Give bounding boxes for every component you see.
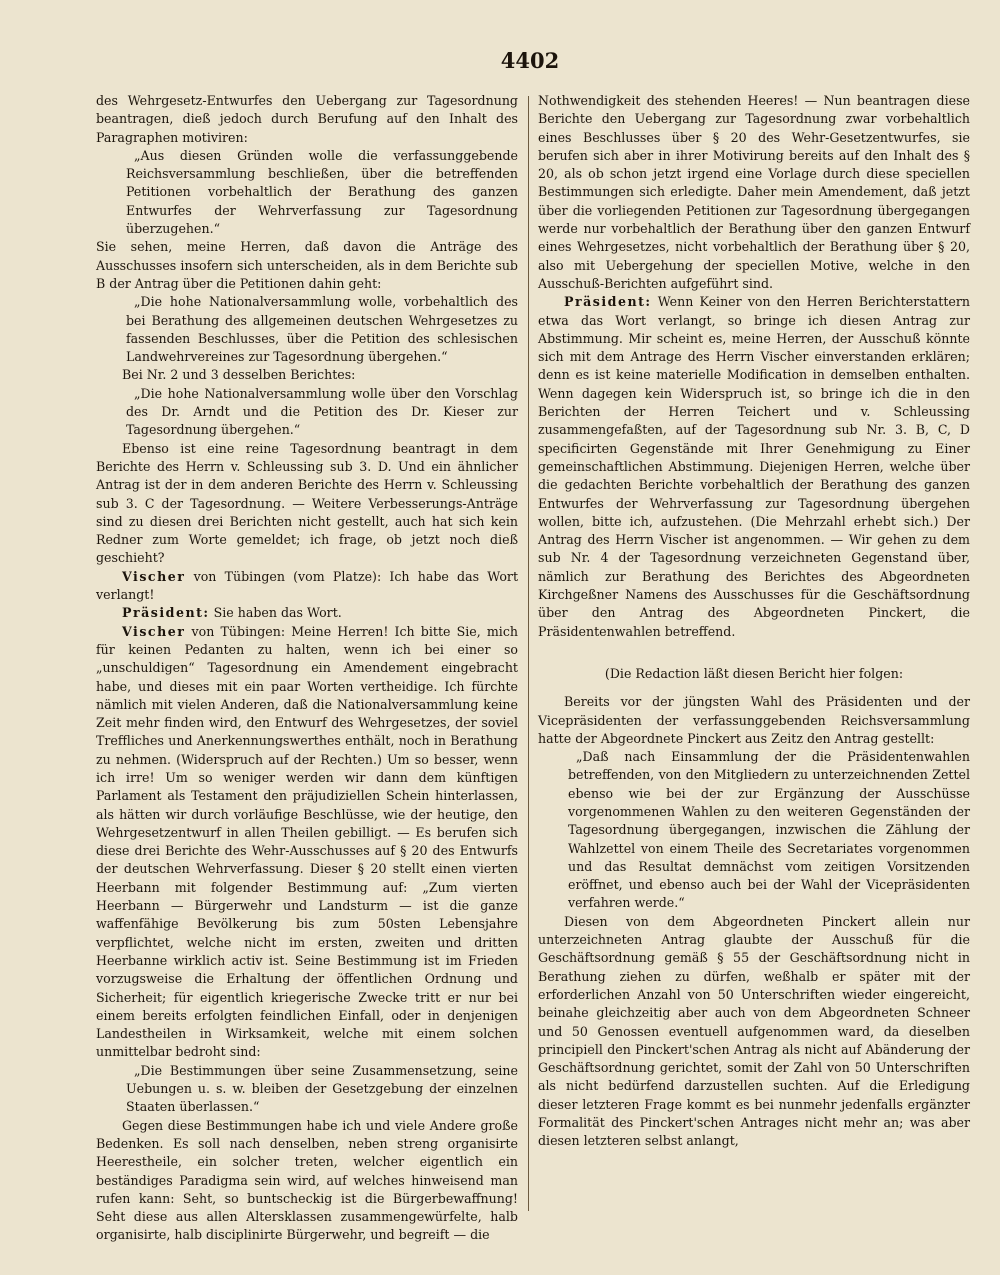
speech-text: von Tübingen: Meine Herren! Ich bitte Sie, mich für keinen Pedanten zu halten, wenn ich bei einer so „unschuldigen“ Tagesordnung ein Amendement eingebracht habe, und dieses mit ein paar Worten vertheidige. Ich fürchte nämlich mit vielen Anderen, daß die Nationalversammlung keine Zeit mehr finden wird, den Entwurf des Wehrgesetzes, der soviel Treffliches und Anerkennungswerthes enthält, noch in Berathung zu nehmen. (Widerspruch auf der Rechten.) Um so besser, wenn ich irre! Um so weniger werden wir dann dem künftigen Parlament als Testament den präjudiziellen Schein hinterlassen, als hätten wir durch vorläufige Beschlüsse, wie der heutige, den Wehrgesetzentwurf in allen Theilen gebilligt. — Es berufen sich diese drei Berichte des Wehr-Ausschusses auf § 20 des Entwurfs der deutschen Wehrverfassung. Dieser § 20 stellt einen vierten Heerbann mit folgender Bestimmung auf: „Zum vierten Heerbann — Bürgerwehr und Landsturm — ist die ganze waffenfähige Bevölkerung bis zum 50sten Lebensjahre verpflichtet, welche nicht im ersten, zweiten und dritten Heerbanne wirklich activ ist. Seine Bestimmung ist im Frieden vorzugsweise die Erhaltung der öffentlichen Ordnung und Sicherheit; für eigentlich kriegerische Zwecke tritt er nur bei einem bereits erfolgten feindlichen Einfall, oder in denjenigen Landestheilen in Wirksamkeit, welche mit einem solchen unmittelbar bedroht sind:: [96, 623, 518, 1060]
paragraph: Sie sehen, meine Herren, daß davon die Anträge des Ausschusses insofern sich unterscheiden, als in dem Berichte sub B der Antrag über die Petitionen dahin geht:: [96, 239, 518, 291]
speaker-name: Vischer: [122, 568, 186, 584]
quoted-motion: „Daß nach Einsammlung der die Präsidentenwahlen betreffenden, von den Mitgliedern zu unterzeichnenden Zettel ebenso wie bei der zur Ergänzung der Ausschüsse vorgenommenen Wahlen zu den weiteren Gegenständen der Tagesordnung übergegangen, inzwischen die Zählung der Wahlzettel von einem Theile des Secretariates vorgenommen und das Resultat demnächst vom zeitigen Vorsitzenden eröffnet, und ebenso auch bei der Wahl der Vicepräsidenten verfahren werde.“: [568, 749, 970, 911]
speaker-name: Präsident:: [122, 605, 210, 621]
speech-text: Wenn Keiner von den Herren Berichterstattern etwa das Wort verlangt, so bringe ich diesen Antrag zur Abstimmung. Mir scheint es, meine Herren, der Ausschuß könnte sich mit dem Antrage des Herrn Vischer einverstanden erklären; denn es ist keine materielle Modification in demselben enthalten. Wenn dagegen kein Widerspruch ist, so bringe ich die in den Berichten der Herren Teichert und v. Schleussing zusammengefaßten, auf der Tagesordnung sub Nr. 3. B, C, D specificirten Gegenstände mit Ihrer Genehmigung zu Einer gemeinschaftlichen Abstimmung. Diejenigen Herren, welche über die gedachten Berichte vorbehaltlich der Berathung des ganzen Entwurfes der Wehrverfassung zur Tagesordnung übergehen wollen, bitte ich, aufzustehen. (Die Mehrzahl erhebt sich.) Der Antrag des Herrn Vischer ist angenommen. — Wir gehen zu dem sub Nr. 4 der Tagesordnung verzeichneten Gegenstand über, nämlich zur Berathung des Berichtes des Abgeordneten Kirchgeßner Namens des Ausschusses für die Geschäftsordnung über den Antrag des Abgeordneten Pinckert, die Präsidentenwahlen betreffend.: [538, 294, 970, 639]
paragraph: Bereits vor der jüngsten Wahl des Präsidenten und der Vicepräsidenten der verfassunggebenden Reichsversammlung hatte der Abgeordnete Pinckert aus Zeitz den Antrag gestellt:: [538, 694, 970, 746]
paragraph: Ebenso ist eine reine Tagesordnung beantragt in dem Berichte des Herrn v. Schleussing sub 3. D. Und ein ähnlicher Antrag ist der in dem anderen Berichte des Herrn v. Schleussing sub 3. C der Tagesordnung. — Weitere Verbesserungs-Anträge sind zu diesen drei Berichten nicht gestellt, auch hat sich kein Redner zum Worte gemeldet; ich frage, ob jetzt noch dieß geschieht?: [96, 440, 518, 566]
paragraph: des Wehrgesetz-Entwurfes den Uebergang zur Tagesordnung beantragen, dieß jedoch durch Berufung auf den Inhalt des Paragraphen motiviren:: [96, 93, 518, 145]
left-column: [96, 92, 518, 1245]
quoted-motion: „Aus diesen Gründen wolle die verfassunggebende Reichsversammlung beschließen, über die betreffenden Petitionen vorbehaltlich der Berathung des ganzen Entwurfes der Wehrverfassung zur Tagesordnung überzugehen.“: [126, 147, 518, 237]
paragraph: Gegen diese Bestimmungen habe ich und viele Andere große Bedenken. Es soll nach denselben, neben streng organisirte Heerestheile, ein solcher treten, welcher eigentlich ein beständiges Paradigma sein wird, auf welches hinweisend man rufen kann: Seht, so buntscheckig ist die Bürgerbewaffnung! Seht diese aus allen Altersklassen zusammengewürfelte, halb organisirte, halb disciplinirte Bürgerwehr, und begreift — die: [96, 1117, 518, 1243]
speaker-paragraph: [96, 623, 518, 1062]
speaker-name: Vischer: [122, 623, 186, 639]
paragraph: Diesen von dem Abgeordneten Pinckert allein nur unterzeichneten Antrag glaubte der Ausschuß für die Geschäftsordnung gemäß § 55 der Geschäftsordnung nicht in Berathung ziehen zu dürfen, weßhalb er später mit der erforderlichen Anzahl von 50 Unterschriften wieder eingereicht, beinahe gleichzeitig aber auch von dem Abgeordneten Schneer und 50 Genossen eventuell aufgenommen ward, da dieselben principiell den Pinckert'schen Antrag als nicht auf Abänderung der Geschäftsordnung gerichtet, somit der Zahl von 50 Unterschriften als nicht bedürfend darzustellen suchten. Auf die Erledigung dieser letzteren Frage kommt es bei nunmehr jedenfalls ergänzter Formalität des Pinckert'schen Antrages nicht mehr an; was aber diesen letzteren selbst anlangt,: [538, 913, 970, 1149]
quoted-motion: „Die hohe Nationalversammlung wolle, vorbehaltlich des bei Berathung des allgemeinen deutschen Wehrgesetzes zu fassenden Beschlusses, über die Petition des schlesischen Landwehrvereines zur Tagesordnung übergehen.“: [126, 294, 518, 365]
speaker-paragraph: [96, 568, 518, 605]
column-divider: [528, 96, 529, 1211]
speech-text: von Tübingen (vom Platze): Ich habe das Wort verlangt!: [96, 568, 518, 603]
page-number: 4402: [500, 48, 560, 73]
quoted-motion: „Die hohe Nationalversammlung wolle über den Vorschlag des Dr. Arndt und die Petition des Dr. Kieser zur Tagesordnung übergehen.“: [126, 385, 518, 438]
speech-text: Sie haben das Wort.: [213, 605, 342, 621]
speaker-paragraph: [96, 604, 518, 622]
paragraph: Nothwendigkeit des stehenden Heeres! — Nun beantragen diese Berichte den Uebergang zur Tagesordnung zwar vorbehaltlich eines Beschlusses über § 20 des Wehr-Gesetzentwurfes, sie berufen sich aber in ihrer Motivirung bereits auf den Inhalt des § 20, als ob schon jetzt irgend eine Vorlage durch diese speciellen Bestimmungen sich erledigte. Daher mein Amendement, daß jetzt über die vorliegenden Petitionen zur Tagesordnung übergegangen werde nur vorbehaltlich der Berathung über den ganzen Entwurf eines Wehrgesetzes, nicht vorbehaltlich der Berathung über § 20, also mit Uebergehung der speciellen Motive, welche in den Ausschuß-Berichten aufgeführt sind.: [538, 93, 970, 291]
right-column: [538, 92, 970, 1151]
quoted-motion: „Die Bestimmungen über seine Zusammensetzung, seine Uebungen u. s. w. bleiben der Gesetzgebung der einzelnen Staaten überlassen.“: [126, 1062, 518, 1115]
speaker-name: Präsident:: [564, 294, 652, 310]
speaker-paragraph: [538, 293, 970, 641]
editorial-note: (Die Redaction läßt diesen Bericht hier folgen:: [604, 665, 904, 681]
spacer: [538, 683, 970, 693]
paragraph: Bei Nr. 2 und 3 desselben Berichtes:: [122, 367, 356, 383]
